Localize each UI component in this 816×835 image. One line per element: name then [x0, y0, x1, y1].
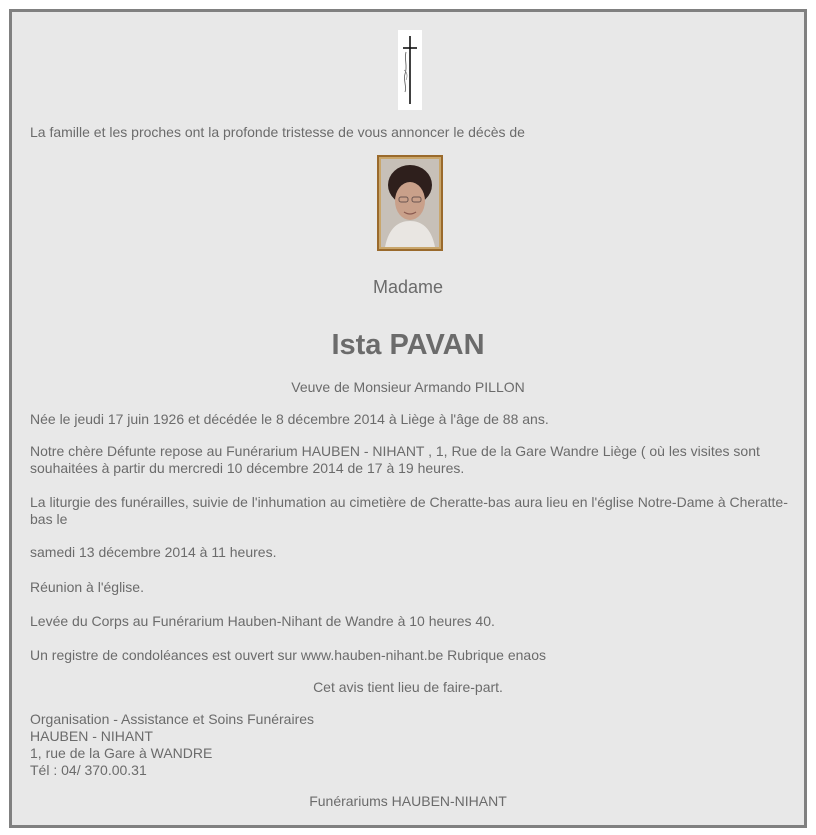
intro-text: La famille et les proches ont la profonde tristesse de vous annoncer le décès de	[30, 124, 525, 140]
cross-icon	[398, 30, 422, 110]
date-time-text: samedi 13 décembre 2014 à 11 heures.	[30, 544, 277, 560]
portrait-photo	[377, 155, 443, 251]
rest-place-text: Notre chère Défunte repose au Funérarium HAUBEN - NIHANT , 1, Rue de la Gare Wandre Liège ( où les visites sont souhaitées à partir du mercredi 10 décembre 2014 de 17 à 19 heures.	[30, 443, 760, 476]
levee-text: Levée du Corps au Funérarium Hauben-Nihant de Wandre à 10 heures 40.	[30, 613, 495, 629]
footer-text: Funérariums HAUBEN-NIHANT	[309, 793, 507, 809]
faire-part-text: Cet avis tient lieu de faire-part.	[313, 679, 503, 695]
birth-death-text: Née le jeudi 17 juin 1926 et décédée le 8 décembre 2014 à Liège à l'âge de 88 ans.	[30, 411, 549, 427]
death-notice-card	[9, 9, 807, 828]
organisation-address: 1, rue de la Gare à WANDRE	[30, 745, 213, 761]
liturgy-text: La liturgie des funérailles, suivie de l'inhumation au cimetière de Cheratte-bas aura lieu en l'église Notre-Dame à Cheratte-bas le	[30, 494, 788, 527]
organisation-name: HAUBEN - NIHANT	[30, 728, 153, 744]
organisation-line: Organisation - Assistance et Soins Funéraires	[30, 711, 315, 727]
meeting-text: Réunion à l'église.	[30, 579, 144, 595]
condolences-text: Un registre de condoléances est ouvert sur www.hauben-nihant.be Rubrique enaos	[30, 647, 546, 663]
spouse-text: Veuve de Monsieur Armando PILLON	[291, 379, 525, 395]
title-text: Madame	[372, 277, 444, 297]
organisation-phone: Tél : 04/ 370.00.31	[30, 762, 147, 778]
organisation-block	[30, 711, 790, 779]
deceased-name: Ista PAVAN	[331, 329, 485, 361]
